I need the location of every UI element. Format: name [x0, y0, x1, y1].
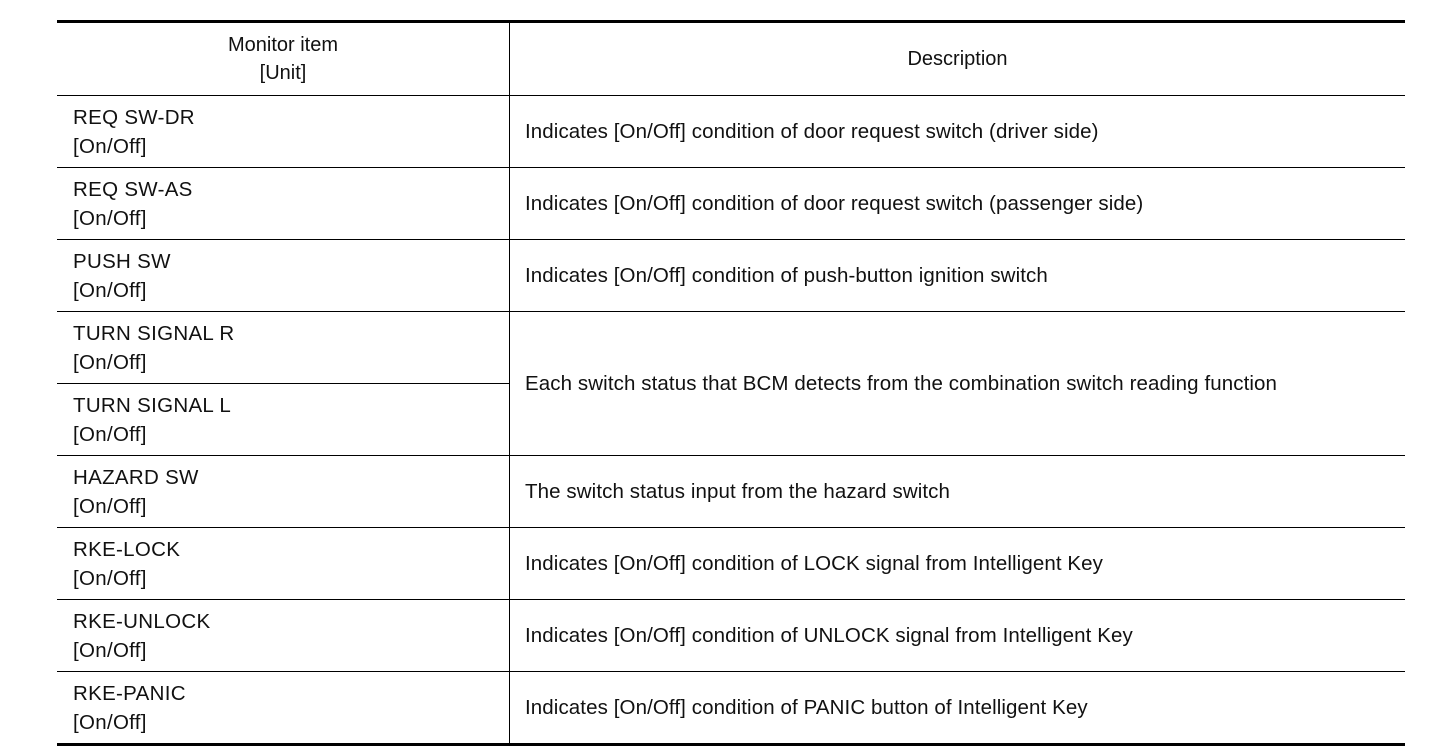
monitor-item-unit: [On/Off]	[73, 710, 147, 734]
monitor-item-table	[57, 20, 1405, 746]
monitor-item-cell	[57, 168, 510, 240]
monitor-item-unit: [On/Off]	[73, 422, 147, 446]
monitor-item-unit: [On/Off]	[73, 350, 147, 374]
description-cell: Each switch status that BCM detects from the combination switch reading function	[510, 312, 1406, 456]
description-cell: Indicates [On/Off] condition of LOCK signal from Intelligent Key	[510, 528, 1406, 600]
monitor-item-name: HAZARD SW	[73, 465, 199, 489]
monitor-item-name: TURN SIGNAL R	[73, 321, 235, 345]
monitor-item-cell	[57, 240, 510, 312]
table-body	[57, 96, 1405, 745]
header-row	[57, 22, 1405, 96]
table-row	[57, 456, 1405, 528]
monitor-item-name: REQ SW-AS	[73, 177, 193, 201]
monitor-item-cell	[57, 528, 510, 600]
description-cell: The switch status input from the hazard switch	[510, 456, 1406, 528]
description-cell: Indicates [On/Off] condition of push-button ignition switch	[510, 240, 1406, 312]
monitor-item-cell	[57, 456, 510, 528]
monitor-item-header-label: Monitor item	[227, 34, 339, 56]
table-row	[57, 528, 1405, 600]
monitor-item-cell	[57, 600, 510, 672]
monitor-item-cell	[57, 96, 510, 168]
monitor-item-cell	[57, 312, 510, 384]
description-cell: Indicates [On/Off] condition of PANIC button of Intelligent Key	[510, 672, 1406, 745]
monitor-item-unit: [On/Off]	[73, 134, 147, 158]
description-column-header: Description	[510, 22, 1406, 96]
monitor-item-unit: [On/Off]	[73, 638, 147, 662]
table-row	[57, 96, 1405, 168]
table-row	[57, 672, 1405, 745]
monitor-item-unit: [On/Off]	[73, 566, 147, 590]
monitor-item-cell	[57, 672, 510, 745]
description-cell: Indicates [On/Off] condition of door request switch (passenger side)	[510, 168, 1406, 240]
monitor-item-name: RKE-PANIC	[73, 681, 186, 705]
unit-header-label: [Unit]	[259, 62, 307, 84]
monitor-item-name: RKE-UNLOCK	[73, 609, 211, 633]
monitor-item-name: TURN SIGNAL L	[73, 393, 232, 417]
table-header	[57, 22, 1405, 96]
monitor-item-unit: [On/Off]	[73, 278, 147, 302]
monitor-item-unit: [On/Off]	[73, 206, 147, 230]
monitor-item-cell	[57, 384, 510, 456]
table-row	[57, 240, 1405, 312]
monitor-item-column-header	[57, 22, 510, 96]
table-row	[57, 600, 1405, 672]
monitor-item-name: PUSH SW	[73, 249, 171, 273]
description-cell: Indicates [On/Off] condition of UNLOCK signal from Intelligent Key	[510, 600, 1406, 672]
monitor-item-name: REQ SW-DR	[73, 105, 195, 129]
table-row	[57, 312, 1405, 384]
monitor-item-name: RKE-LOCK	[73, 537, 181, 561]
monitor-item-unit: [On/Off]	[73, 494, 147, 518]
table-row	[57, 168, 1405, 240]
description-cell: Indicates [On/Off] condition of door request switch (driver side)	[510, 96, 1406, 168]
